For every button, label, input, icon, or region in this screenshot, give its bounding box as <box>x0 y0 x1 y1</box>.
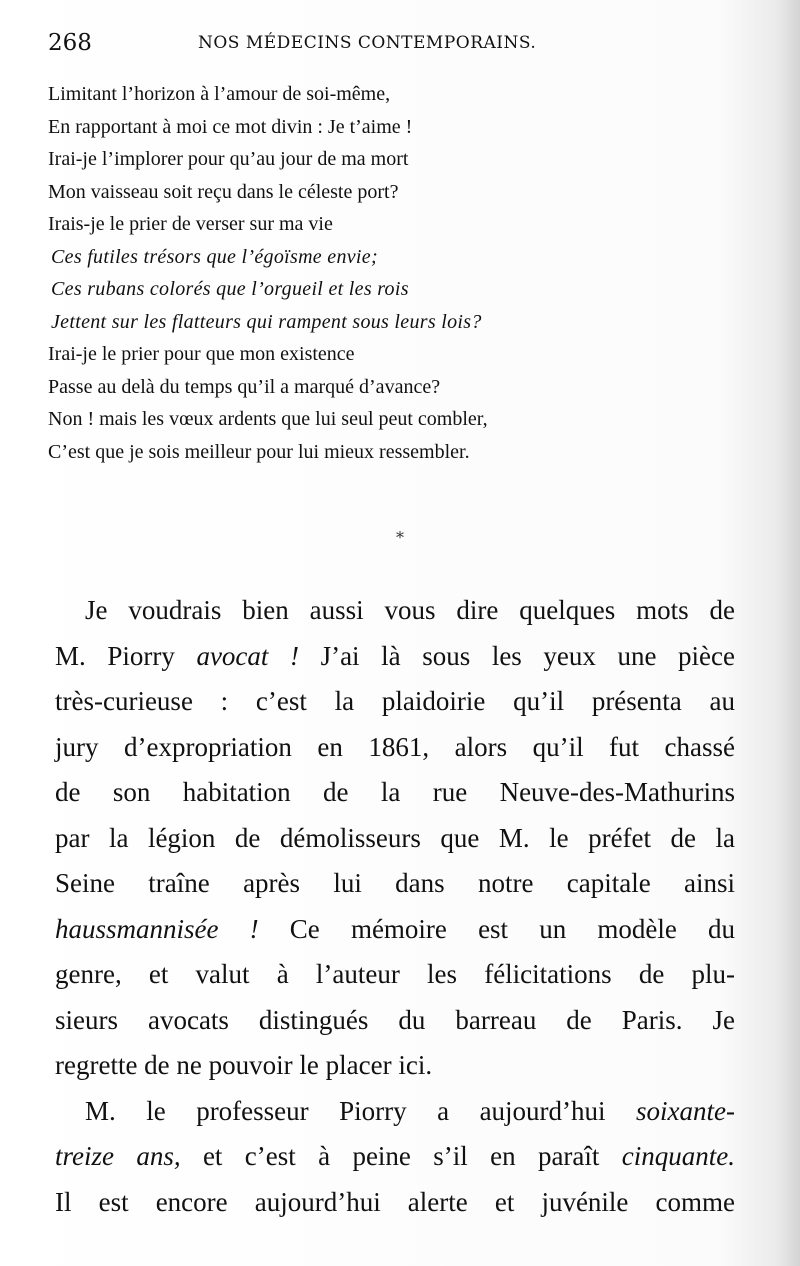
poem-line: Non ! mais les vœux ardents que lui seul peut combler, <box>48 408 488 430</box>
prose-line: M. le professeur Piorry a aujourd’hui soixante- <box>85 1095 736 1126</box>
page-header <box>48 30 748 60</box>
poem-line: En rapportant à moi ce mot divin : Je t’aime ! <box>48 115 413 138</box>
prose-line: M. Piorry avocat ! J’ai là sous les yeux une pièce <box>55 640 735 671</box>
running-title: NOS MÉDECINS CONTEMPORAINS. <box>198 33 537 53</box>
page-number: 268 <box>48 30 92 56</box>
prose-line: Je voudrais bien aussi vous dire quelques mots de <box>85 595 735 625</box>
poem-line-italic: Ces rubans colorés que l’orgueil et les rois <box>51 278 409 300</box>
prose-line: sieurs avocats distingués du barreau de Paris. Je <box>55 1004 735 1035</box>
poem-line: Mon vaisseau soit reçu dans le céleste port? <box>48 180 399 203</box>
poem-line-italic: Jettent sur les flatteurs qui rampent sous leurs lois? <box>51 310 482 333</box>
prose-line: jury d’expropriation en 1861, alors qu’il fut chassé <box>55 731 735 762</box>
poem-line: Irais-je le prier de verser sur ma vie <box>48 213 333 235</box>
poem-line: Irai-je l’implorer pour qu’au jour de ma mort <box>48 148 409 170</box>
poem-line: C’est que je sois meilleur pour lui mieux ressembler. <box>48 440 470 463</box>
prose-line: par la légion de démolisseurs que M. le préfet de la <box>55 822 735 853</box>
section-separator: * <box>396 528 404 547</box>
poem-line: Passe au delà du temps qu’il a marqué d’avance? <box>48 375 441 398</box>
prose-line: treize ans, et c’est à peine s’il en paraît cinquante. <box>55 1141 736 1171</box>
prose-line: Seine traîne après lui dans notre capitale ainsi <box>55 868 735 898</box>
prose-line: haussmannisée ! Ce mémoire est un modèle du <box>55 913 735 944</box>
prose-line: genre, et valut à l’auteur les félicitations de plu- <box>55 959 735 989</box>
prose-line: très-curieuse : c’est la plaidoirie qu’il présenta au <box>55 686 735 716</box>
bleed-through-text-bottom <box>60 1222 760 1262</box>
poem-line: Irai-je le prier pour que mon existence <box>48 343 355 365</box>
prose-block <box>55 588 735 1225</box>
prose-line: regrette de ne pouvoir le placer ici. <box>55 1050 433 1080</box>
prose-line: Il est encore aujourd’hui alerte et juvénile comme <box>55 1186 735 1217</box>
poem-line-italic: Ces futiles trésors que l’égoïsme envie; <box>51 245 378 268</box>
prose-line: de son habitation de la rue Neuve-des-Mathurins <box>55 777 735 807</box>
poem-block <box>48 78 748 468</box>
poem-line: Limitant l’horizon à l’amour de soi-même, <box>48 83 391 105</box>
